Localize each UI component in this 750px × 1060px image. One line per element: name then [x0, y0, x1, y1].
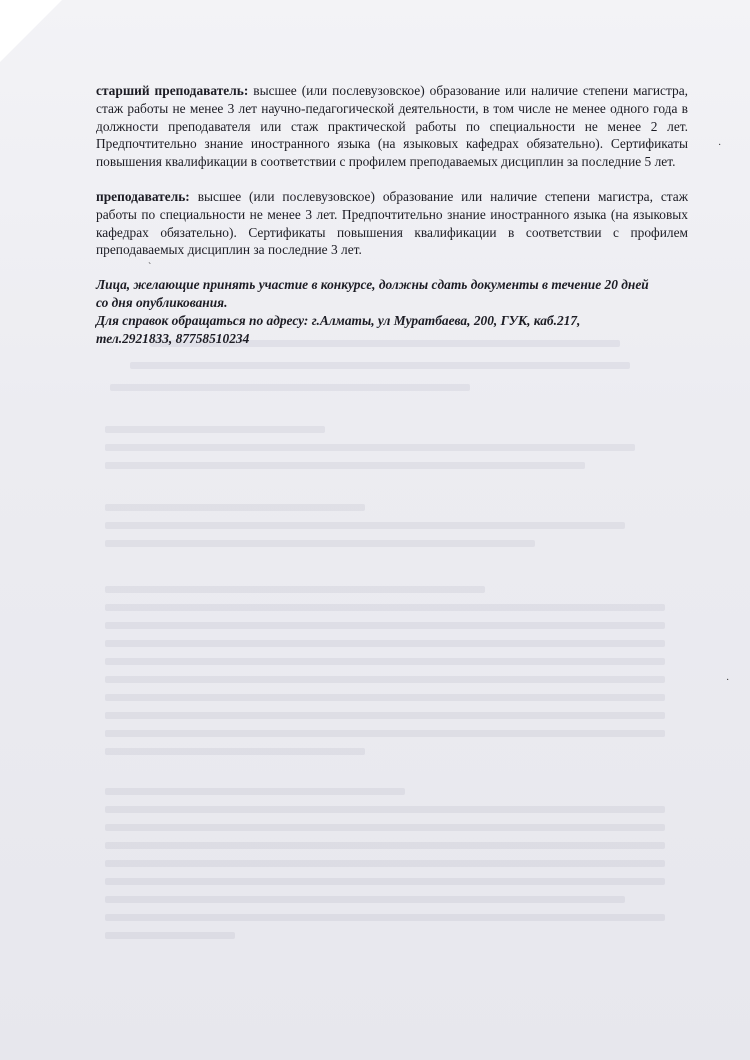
- bleed-through-line: [105, 712, 665, 719]
- bleed-through-line: [105, 730, 665, 737]
- notice-line: Лица, желающие принять участие в конкурсе, должны сдать документы в течение 20 дней: [96, 277, 649, 293]
- bleed-through-line: [105, 658, 665, 665]
- lecturer-title: преподаватель:: [96, 188, 190, 204]
- bleed-through-line: [105, 522, 625, 529]
- bleed-through-line: [105, 694, 665, 701]
- folded-corner: [0, 0, 62, 62]
- bleed-through-line: [105, 748, 365, 755]
- bleed-through-line: [105, 604, 665, 611]
- application-notice: [96, 276, 688, 347]
- bleed-through-line: [105, 842, 665, 849]
- document-body: [96, 82, 688, 347]
- bleed-through-line: [110, 384, 470, 391]
- scan-speck: ·: [726, 675, 730, 686]
- bleed-through-line: [105, 788, 405, 795]
- contact-phones: тел.2921833, 87758510234: [96, 330, 250, 346]
- bleed-through-line: [105, 932, 235, 939]
- scan-speck: ·: [718, 140, 722, 151]
- bleed-through-line: [105, 806, 665, 813]
- lecturer-paragraph: [96, 188, 688, 259]
- bleed-through-line: [105, 896, 625, 903]
- bleed-through-line: [105, 860, 665, 867]
- bleed-through-line: [105, 540, 535, 547]
- scan-speck: `: [148, 262, 152, 273]
- senior-lecturer-requirements: высшее (или послевузовское) образование или наличие степени магистра, стаж работы не менее 3 лет научно-педагогической деятельности, в том числе не менее одного года в должности преподавателя или стаж практической работы по специальности не менее 2 лет. Предпочтительно знание иностранного языка (на языковых кафедрах обязательно). Сертификаты повышения квалификации в соответствии с профилем преподаваемых дисциплин за последние 5 лет.: [96, 83, 688, 170]
- senior-lecturer-paragraph: [96, 82, 688, 171]
- bleed-through-line: [105, 504, 365, 511]
- lecturer-requirements: высшее (или послевузовское) образование или наличие степени магистра, стаж работы по специальности не менее 3 лет. Предпочтительно знание иностранного языка (на языковых кафедрах обязательно). Сертификаты повышения квалификации в соответствии с профилем преподаваемых дисциплин за последние 3 лет.: [96, 188, 688, 258]
- contact-address: Для справок обращаться по адресу: г.Алматы, ул Муратбаева, 200, ГУК, каб.217,: [96, 312, 581, 328]
- bleed-through-line: [105, 586, 485, 593]
- bleed-through-line: [105, 676, 665, 683]
- bleed-through-line: [105, 824, 665, 831]
- bleed-through-line: [105, 640, 665, 647]
- bleed-through-line: [105, 444, 635, 451]
- bleed-through-line: [130, 362, 630, 369]
- bleed-through-line: [105, 914, 665, 921]
- bleed-through-line: [105, 426, 325, 433]
- bleed-through-line: [105, 462, 585, 469]
- notice-line: со дня опубликования.: [96, 294, 228, 310]
- bleed-through-line: [105, 878, 665, 885]
- bleed-through-line: [105, 622, 665, 629]
- senior-lecturer-title: старший преподаватель:: [96, 83, 249, 98]
